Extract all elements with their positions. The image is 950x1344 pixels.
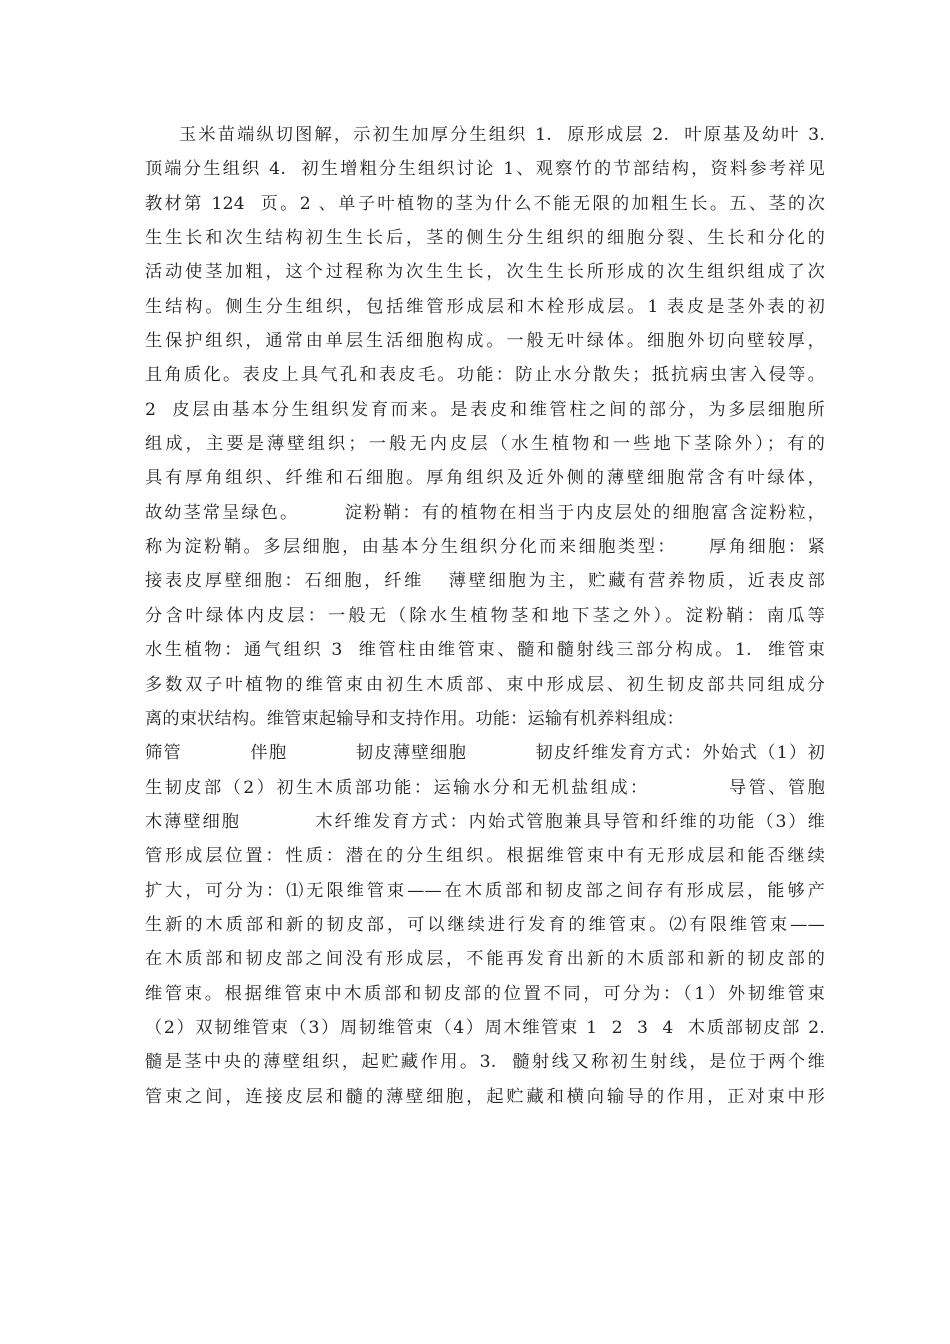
text-line: 活动使茎加粗，这个过程称为次生生长，次生生长所形成的次生组织组成了次 bbox=[145, 262, 825, 283]
text-line: 髓是茎中央的薄壁组织，起贮藏作用。3. 髓射线又称初生射线，是位于两个维 bbox=[145, 1052, 825, 1073]
text-line: 具有厚角组织、纤维和石细胞。厚角组织及近外侧的薄壁细胞常含有叶绿体， bbox=[145, 468, 825, 489]
text-line: 管形成层位置：性质：潜在的分生组织。根据维管束中有无形成层和能否继续 bbox=[145, 846, 825, 867]
body-text bbox=[145, 118, 825, 1114]
text-line: 生新的木质部和新的韧皮部，可以继续进行发育的维管束。⑵有限维管束—— bbox=[145, 914, 825, 935]
text-line: 称为淀粉鞘。多层细胞，由基本分生组织分化而来细胞类型： 厚角细胞：紧 bbox=[145, 537, 825, 558]
text-line: 生生长和次生结构初生生长后，茎的侧生分生组织的细胞分裂、生长和分化的 bbox=[145, 228, 825, 249]
text-line: 在木质部和韧皮部之间没有形成层，不能再发育出新的木质部和新的韧皮部的 bbox=[145, 949, 825, 970]
text-line: 多数双子叶植物的维管束由初生木质部、束中形成层、初生韧皮部共同组成分 bbox=[145, 674, 825, 695]
text-line: 2 皮层由基本分生组织发育而来。是表皮和维管柱之间的部分，为多层细胞所 bbox=[145, 399, 825, 420]
text-line: 筛管 伴胞 韧皮薄壁细胞 韧皮纤维发育方式：外始式（1）初 bbox=[145, 743, 825, 764]
text-line: 顶端分生组织 4. 初生增粗分生组织讨论 1、观察竹的节部结构，资料参考祥见 bbox=[145, 159, 825, 180]
text-line: 生结构。侧生分生组织，包括维管形成层和木栓形成层。1 表皮是茎外表的初 bbox=[145, 296, 825, 317]
text-line: 扩大，可分为：⑴无限维管束——在木质部和韧皮部之间存有形成层，能够产 bbox=[145, 880, 825, 901]
text-line: 管束之间，连接皮层和髓的薄壁细胞，起贮藏和横向输导的作用，正对束中形 bbox=[145, 1086, 825, 1107]
text-line: 组成，主要是薄壁组织；一般无内皮层（水生植物和一些地下茎除外）；有的 bbox=[145, 434, 825, 455]
text-line: 离的束状结构。维管束起输导和支持作用。功能：运输有机养料组成： bbox=[145, 708, 685, 729]
text-line: 生韧皮部（2）初生木质部功能：运输水分和无机盐组成： 导管、管胞 bbox=[145, 777, 825, 798]
text-line: 且角质化。表皮上具气孔和表皮毛。功能：防止水分散失；抵抗病虫害入侵等。 bbox=[145, 365, 825, 386]
text-line: 分含叶绿体内皮层：一般无（除水生植物茎和地下茎之外）。淀粉鞘：南瓜等 bbox=[145, 605, 825, 626]
text-line: 教材第 124 页。2 、单子叶植物的茎为什么不能无限的加粗生长。五、茎的次 bbox=[145, 193, 825, 214]
text-line: 生保护组织，通常由单层生活细胞构成。一般无叶绿体。细胞外切向壁较厚， bbox=[145, 331, 825, 352]
text-line: 接表皮厚壁细胞：石细胞，纤维 薄壁细胞为主，贮藏有营养物质，近表皮部 bbox=[145, 571, 825, 592]
text-line: （2）双韧维管束（3）周韧维管束（4）周木维管束 1 2 3 4 木质部韧皮部 2. bbox=[145, 1017, 825, 1038]
text-line: 玉米苗端纵切图解，示初生加厚分生组织 1. 原形成层 2. 叶原基及幼叶 3. bbox=[179, 125, 825, 145]
text-line: 木薄壁细胞 木纤维发育方式：内始式管胞兼具导管和纤维的功能（3）维 bbox=[145, 811, 825, 832]
text-line: 水生植物：通气组织 3 维管柱由维管束、髓和髓射线三部分构成。1. 维管束 bbox=[145, 640, 825, 661]
text-line: 故幼茎常呈绿色。 淀粉鞘：有的植物在相当于内皮层处的细胞富含淀粉粒， bbox=[145, 502, 825, 523]
text-line: 维管束。根据维管束中木质部和韧皮部的位置不同，可分为：（1）外韧维管束 bbox=[145, 983, 825, 1004]
